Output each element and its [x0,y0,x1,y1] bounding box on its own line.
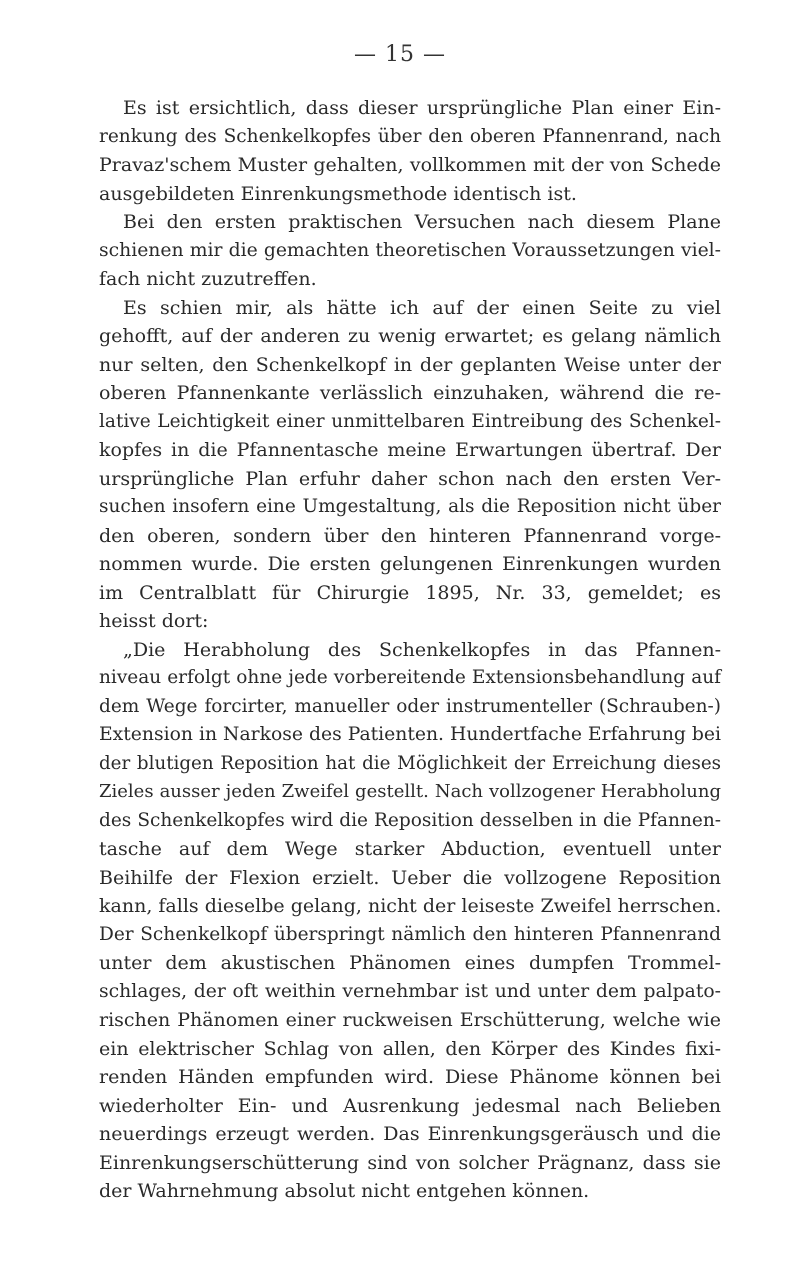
text-line: rischen Phänomen einer ruckweisen Erschütterung, welche wie [99,1009,721,1031]
text-line: ursprüngliche Plan erfuhr daher schon nach den ersten Ver- [99,467,721,490]
text-line: ein elektrischer Schlag von allen, den Körper des Kindes fixi- [99,1037,721,1060]
text-line: kopfes in die Pfannentasche meine Erwartungen übertraf. Der [99,439,721,461]
text-line: des Schenkelkopfes wird die Reposition desselben in die Pfannen- [99,809,721,831]
text-line: nommen wurde. Die ersten gelungenen Einrenkungen wurden [99,553,721,575]
text-line: Pravaz'schem Muster gehalten, vollkommen mit der von Schede [99,154,721,176]
text-line: den oberen, sondern über den hinteren Pfannenrand vorge- [99,524,721,547]
text-line: Es ist ersichtlich, dass dieser ursprüngliche Plan einer Ein- [123,97,721,119]
text-line: wiederholter Ein- und Ausrenkung jedesmal nach Belieben [99,1094,721,1117]
text-line: renkung des Schenkelkopfes über den oberen Pfannenrand, nach [99,125,721,147]
text-line: oberen Pfannenkante verlässlich einzuhaken, während die re- [99,382,721,404]
text-line: nur selten, den Schenkelkopf in der geplanten Weise unter der [99,353,721,376]
text-line: Beihilfe der Flexion erzielt. Ueber die vollzogene Reposition [99,866,721,889]
text-line: kann, falls dieselbe gelang, nicht der leiseste Zweifel herrschen. [99,895,722,917]
text-line: Einrenkungserschütterung sind von solcher Prägnanz, dass sie [99,1151,721,1174]
text-line: ausgebildeten Einrenkungsmethode identisch ist. [99,182,577,205]
page-number: — 15 — [354,42,446,67]
text-line: im Centralblatt für Chirurgie 1895, Nr. 33, gemeldet; es [99,581,721,604]
text-line: renden Händen empfunden wird. Diese Phänome können bei [99,1066,721,1088]
text-line: schienen mir die gemachten theoretischen Voraussetzungen viel- [99,239,721,261]
text-line: der blutigen Reposition hat die Möglichkeit der Erreichung dieses [99,752,721,774]
text-line: fach nicht zuzutreffen. [99,268,317,290]
text-line: niveau erfolgt ohne jede vorbereitende Extensionsbehandlung auf [99,667,721,688]
text-line: Extension in Narkose des Patienten. Hundertfache Erfahrung bei [99,724,721,745]
text-line: „Die Herabholung des Schenkelkopfes in das Pfannen- [123,638,721,661]
text-line: Bei den ersten praktischen Versuchen nach diesem Plane [123,211,721,233]
text-line: schlages, der oft weithin vernehmbar ist und unter dem palpato- [99,980,721,1002]
text-line: dem Wege forcirter, manueller oder instrumenteller (Schrauben-) [99,695,721,717]
text-line: unter dem akustischen Phänomen eines dumpfen Trommel- [99,952,721,974]
body-text [99,94,721,1206]
text-line: tasche auf dem Wege starker Abduction, eventuell unter [99,838,721,860]
text-line: lative Leichtigkeit einer unmittelbaren Eintreibung des Schenkel- [99,410,721,432]
text-line: heisst dort: [99,610,209,632]
text-line: der Wahrnehmung absolut nicht entgehen können. [99,1180,590,1202]
text-line: Es schien mir, als hätte ich auf der einen Seite zu viel [123,296,721,319]
text-line: neuerdings erzeugt werden. Das Einrenkungsgeräusch und die [99,1123,721,1145]
text-line: Zieles ausser jeden Zweifel gestellt. Nach vollzogener Herabholung [99,781,721,802]
text-line: suchen insofern eine Umgestaltung, als die Reposition nicht über [99,496,721,517]
text-line: Der Schenkelkopf überspringt nämlich den hinteren Pfannenrand [99,923,721,945]
text-line: gehofft, auf der anderen zu wenig erwartet; es gelang nämlich [99,325,721,347]
